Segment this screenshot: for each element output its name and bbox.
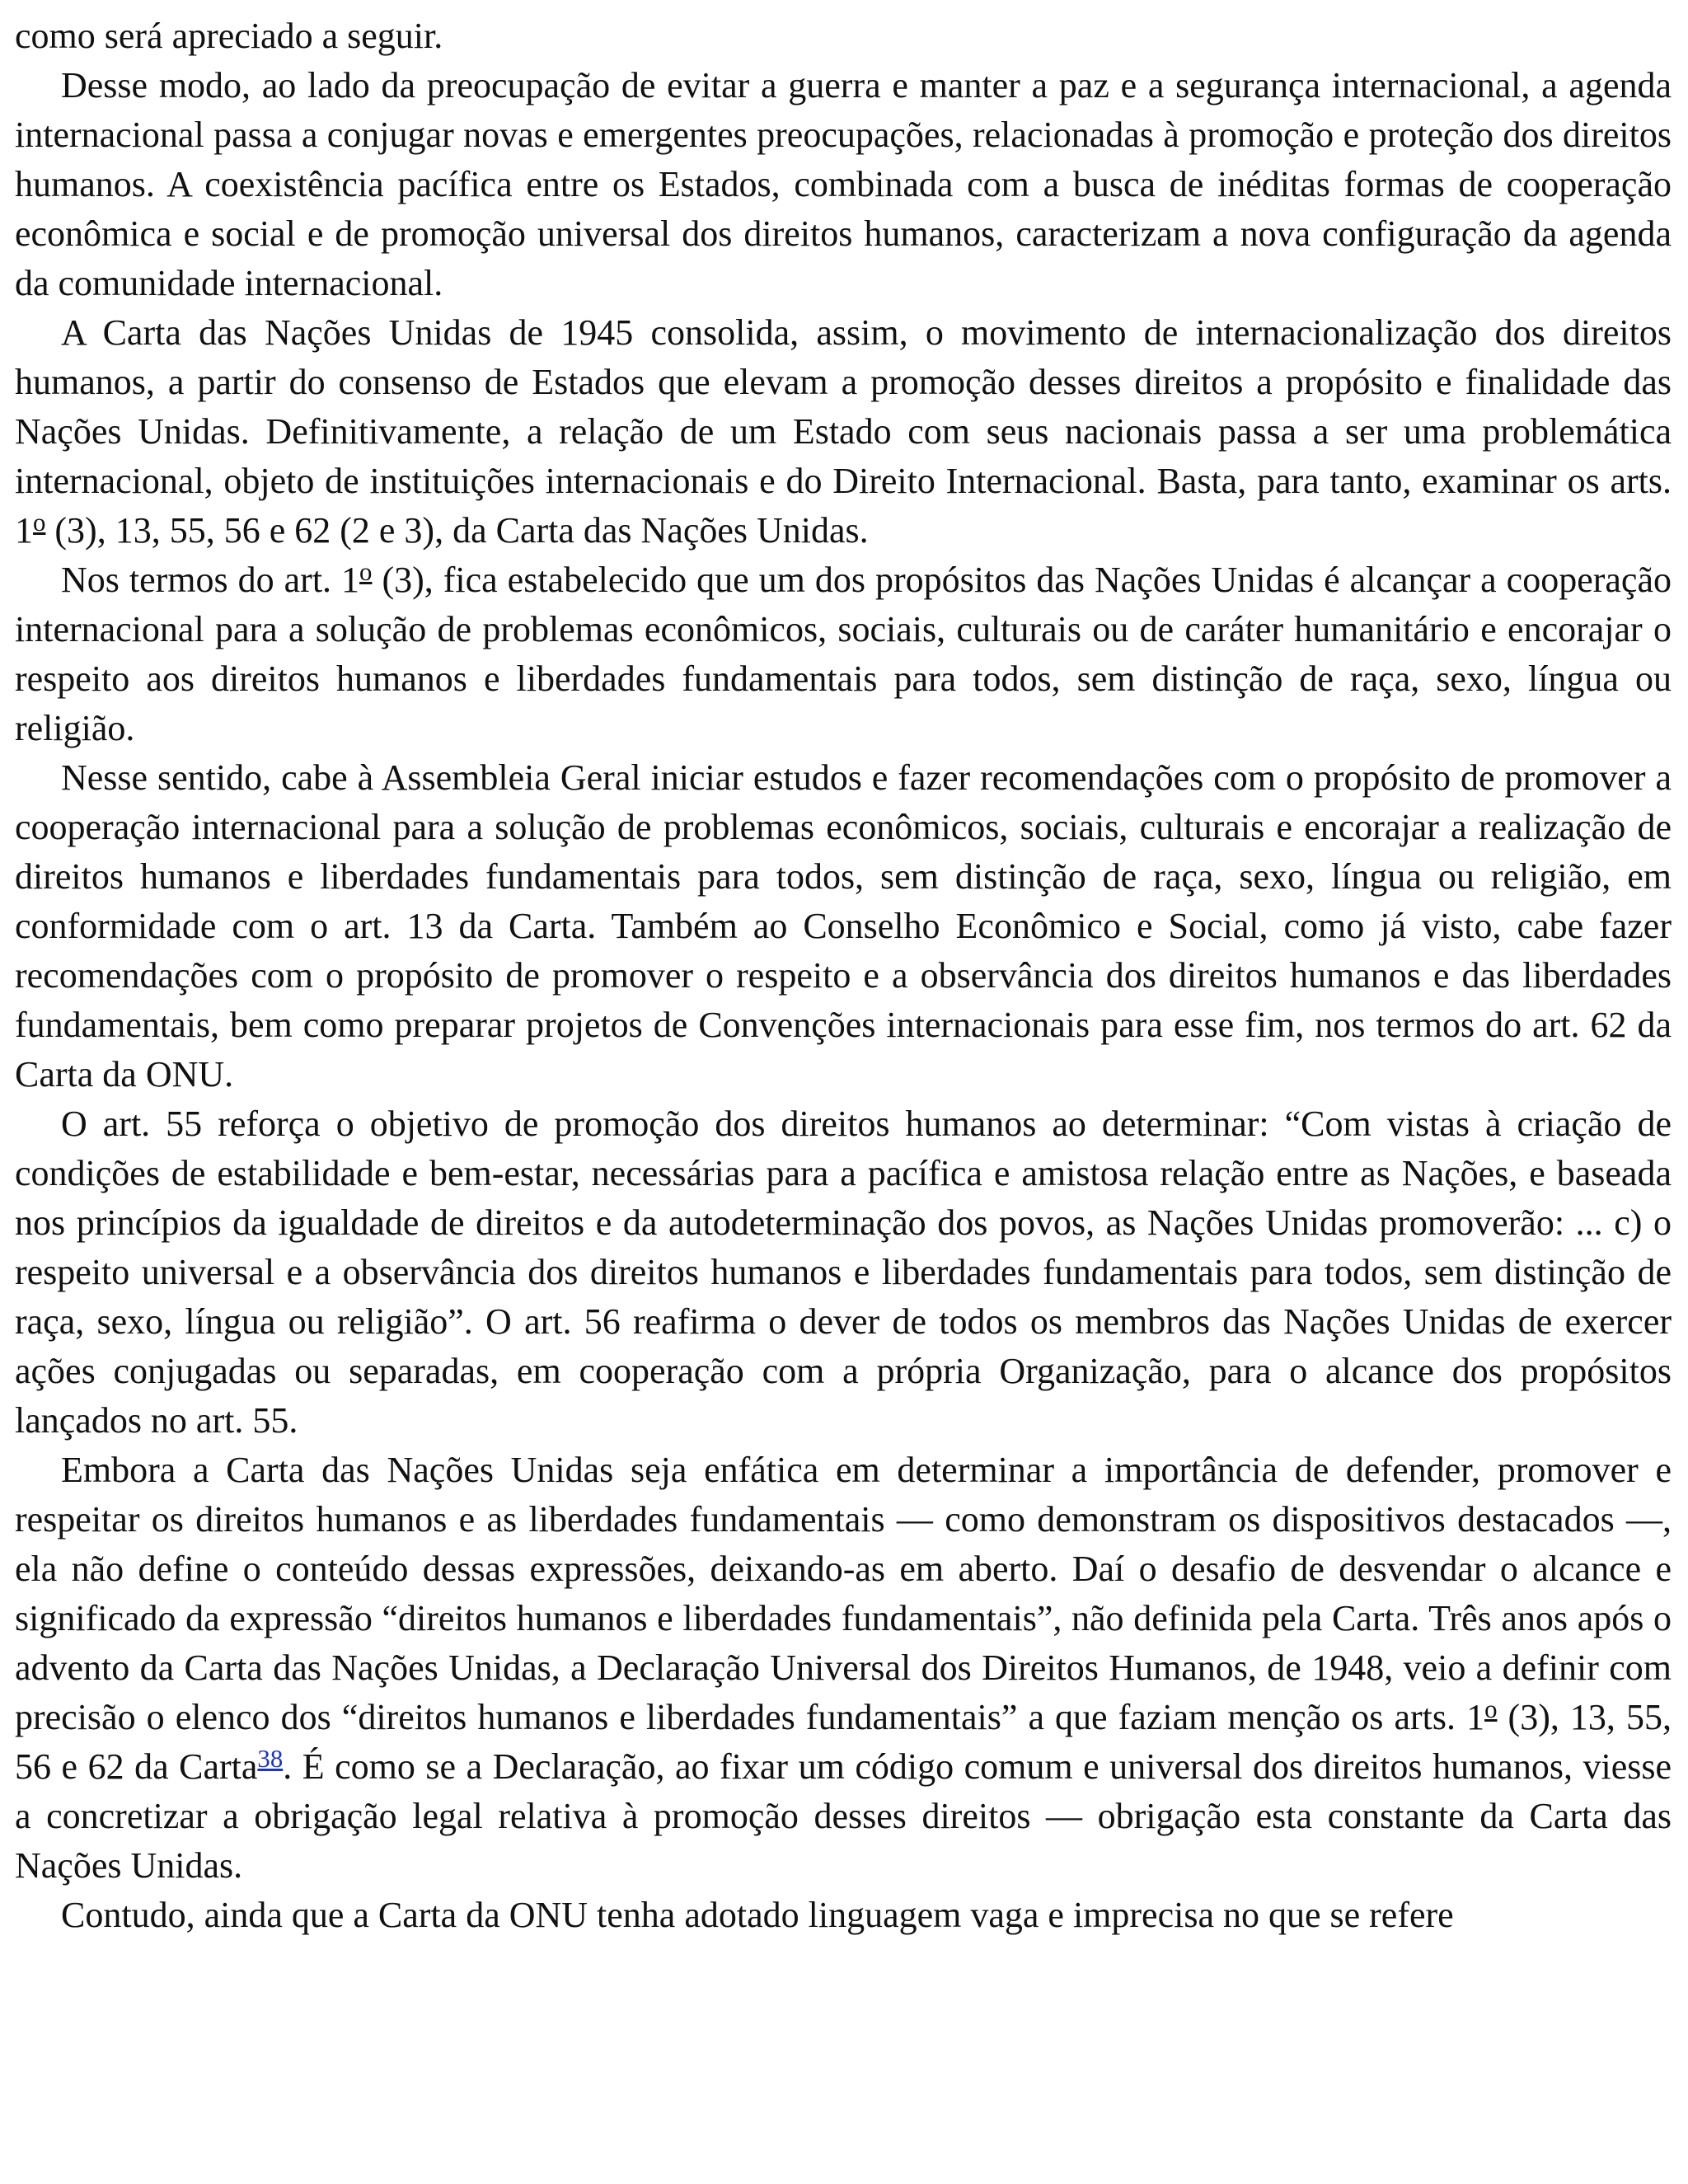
text-run: . É como se a Declaração, ao fixar um código comum e universal dos direitos humanos, viesse a concretizar a obrigação legal relativa à promoção desses direitos — obrigação esta constante da Carta das Nações Unidas. [15,1746,1672,1886]
text-run: Desse modo, ao lado da preocupação de evitar a guerra e manter a paz e a segurança internacional, a agenda internacional passa a conjugar novas e emergentes preocupações, relacionadas à promoção e proteção dos direitos humanos. A coexistência pacífica entre os Estados, combinada com a busca de inéditas formas de cooperação econômica e social e de promoção universal dos direitos humanos, caracterizam a nova configuração da agenda da comunidade internacional. [15,65,1672,303]
ordinal-indicator: o [359,558,373,586]
text-run: O art. 55 reforça o objetivo de promoção dos direitos humanos ao determinar: “Com vistas à criação de condições de estabilidade e bem-estar, necessárias para a pacífica e amistosa relação entre as Nações, e baseada nos princípios da igualdade de direitos e da autodeterminação dos povos, as Nações Unidas promoverão: ... c) o respeito universal e a observância dos direitos humanos e liberdades fundamentais para todos, sem distinção de raça, sexo, língua ou religião”. O art. 56 reafirma o dever de todos os membros das Nações Unidas de exercer ações conjugadas ou separadas, em cooperação com a própria Organização, para o alcance dos propósitos lançados no art. 55. [15,1104,1672,1441]
document-body [15,12,1672,1940]
ordinal-indicator: o [33,509,46,537]
paragraph [15,1446,1672,1891]
text-run: Nesse sentido, cabe à Assembleia Geral iniciar estudos e fazer recomendações com o propósito de promover a cooperação internacional para a solução de problemas econômicos, sociais, culturais e encorajar a realização de direitos humanos e liberdades fundamentais para todos, sem distinção de raça, sexo, língua ou religião, em conformidade com o art. 13 da Carta. Também ao Conselho Econômico e Social, como já visto, cabe fazer recomendações com o propósito de promover o respeito e a observância dos direitos humanos e das liberdades fundamentais, bem como preparar projetos de Convenções internacionais para esse fim, nos termos do art. 62 da Carta da ONU. [15,757,1672,1094]
paragraph [15,1891,1672,1940]
text-run: (3), 13, 55, 56 e 62 da Carta [15,1697,1672,1787]
paragraph [15,61,1672,308]
text-run: (3), 13, 55, 56 e 62 (2 e 3), da Carta das Nações Unidas. [45,510,869,551]
text-run: Contudo, ainda que a Carta da ONU tenha adotado linguagem vaga e imprecisa no que se refere [61,1895,1454,1935]
text-run: Nos termos do art. 1 [61,560,360,600]
paragraph [15,555,1672,753]
text-run: A Carta das Nações Unidas de 1945 consolida, assim, o movimento de internacionalização dos direitos humanos, a partir do consenso de Estados que elevam a promoção desses direitos a propósito e finalidade das Nações Unidas. Definitivamente, a relação de um Estado com seus nacionais passa a ser uma problemática internacional, objeto de instituições internacionais e do Direito Internacional. Basta, para tanto, examinar os arts. 1 [15,312,1672,551]
text-run: Embora a Carta das Nações Unidas seja enfática em determinar a importância de defender, promover e respeitar os direitos humanos e as liberdades fundamentais — como demonstram os dispositivos destacados —, ela não define o conteúdo dessas expressões, deixando-as em aberto. Daí o desafio de desvendar o alcance e significado da expressão “direitos humanos e liberdades fundamentais”, não definida pela Carta. Três anos após o advento da Carta das Nações Unidas, a Declaração Universal dos Direitos Humanos, de 1948, veio a definir com precisão o elenco dos “direitos humanos e liberdades fundamentais” a que faziam menção os arts. 1 [15,1450,1672,1737]
footnote-link[interactable]: 38 [257,1745,284,1773]
text-run: como será apreciado a seguir. [15,16,443,56]
paragraph [15,12,1672,61]
paragraph [15,753,1672,1099]
paragraph [15,1099,1672,1446]
ordinal-indicator: o [1484,1695,1498,1723]
paragraph [15,308,1672,555]
text-run: (3), fica estabelecido que um dos propósitos das Nações Unidas é alcançar a cooperação internacional para a solução de problemas econômicos, sociais, culturais ou de caráter humanitário e encorajar o respeito aos direitos humanos e liberdades fundamentais para todos, sem distinção de raça, sexo, língua ou religião. [15,560,1672,748]
